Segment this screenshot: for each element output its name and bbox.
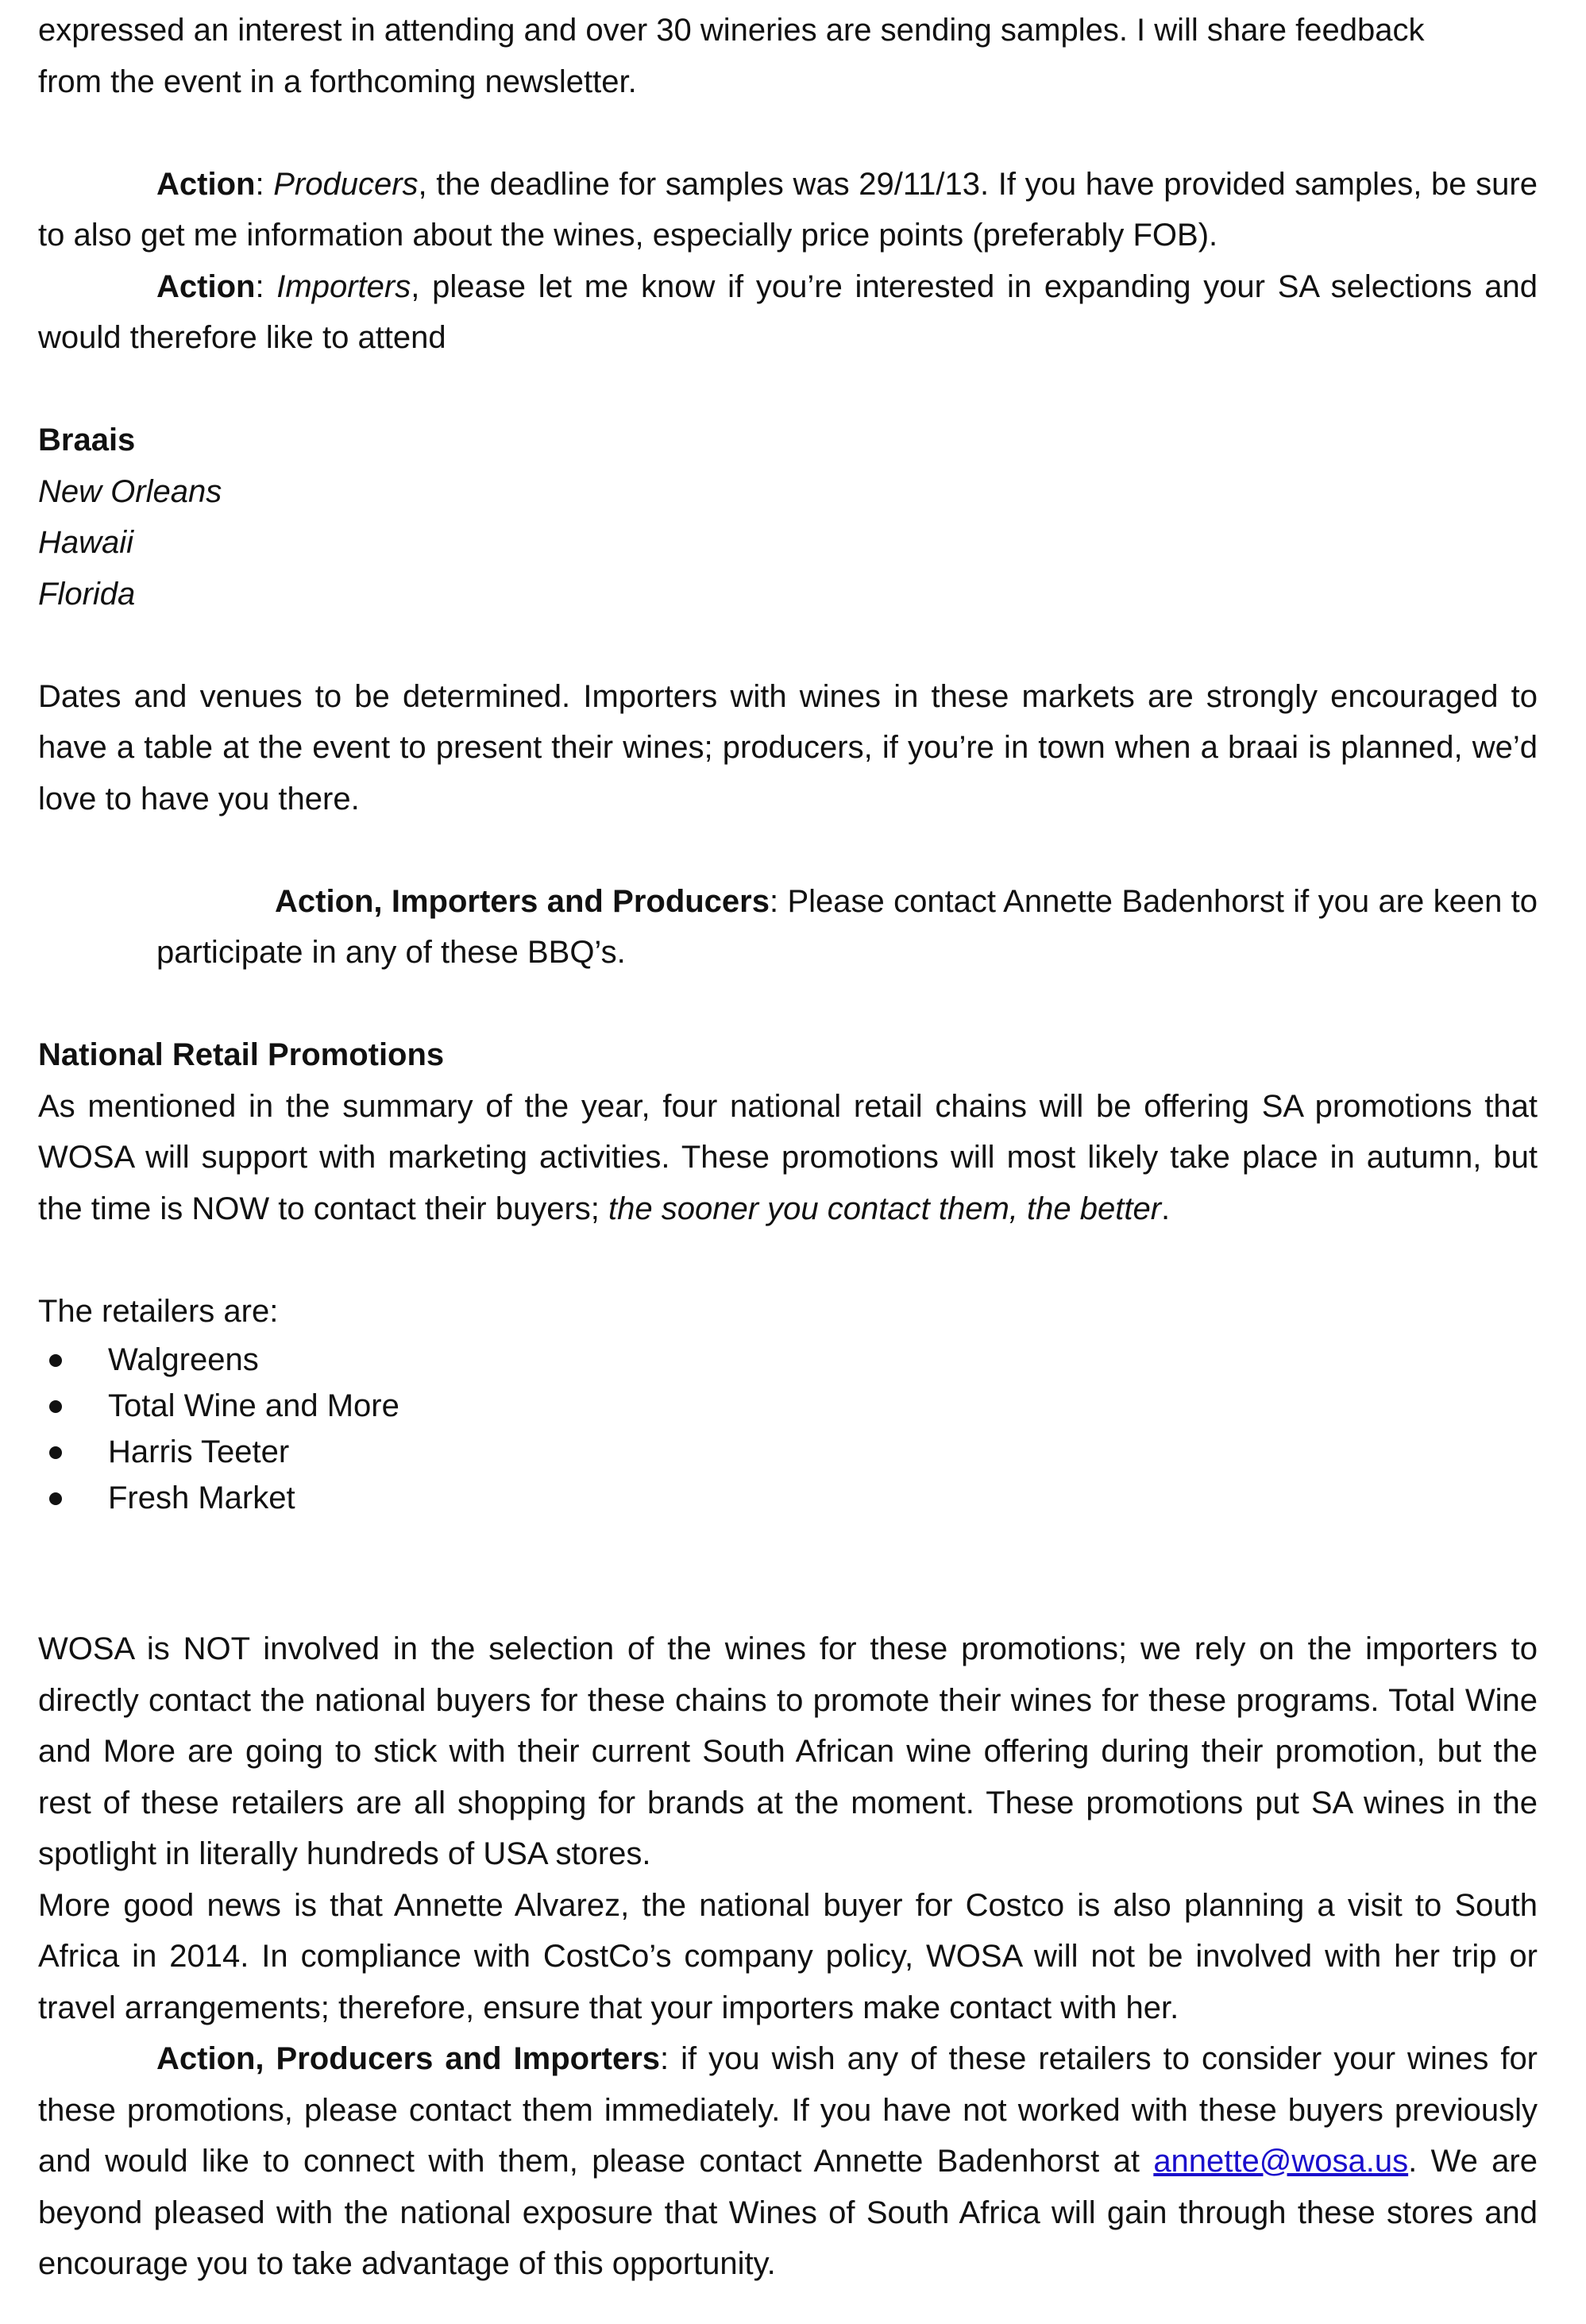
intro-paragraph	[38, 0, 1538, 107]
bullet-icon	[49, 1492, 62, 1505]
document-page	[38, 0, 1538, 2290]
spacer	[38, 979, 1538, 1030]
list-item: Harris Teeter	[38, 1429, 1538, 1475]
list-item: Fresh Market	[38, 1475, 1538, 1521]
bullet-icon	[49, 1354, 62, 1367]
action-subject: Producers	[273, 166, 419, 202]
action-label: Action	[156, 268, 256, 304]
action-importers-paragraph	[38, 261, 1538, 364]
action-text: , please let me know if you’re interested in expanding your SA selections and would therefore like to attend	[38, 268, 1538, 355]
costco-paragraph: More good news is that Annette Alvarez, the national buyer for Costco is also planning a visit to South Africa in 2014. In compliance with CostCo’s company policy, WOSA will not be involved with her trip or travel arrangements; therefore, ensure that your importers make contact with her.	[38, 1887, 1538, 2025]
braais-action-block	[38, 876, 1538, 979]
bullet-icon	[49, 1446, 62, 1459]
national-retail-emphasis: the sooner you contact them, the better	[608, 1191, 1162, 1226]
action-colon: :	[255, 268, 277, 304]
national-retail-heading: National Retail Promotions	[38, 1037, 445, 1072]
list-item: Walgreens	[38, 1337, 1538, 1383]
braais-location-hawaii: Hawaii	[38, 525, 134, 560]
braais-location-new-orleans: New Orleans	[38, 473, 222, 509]
braais-heading: Braais	[38, 423, 136, 457]
retail-action-end: . We are beyond pleased with the national exposure that Wines of South Africa will gain through these stores and encourage you to take advantage of this opportunity.	[38, 2144, 1538, 2281]
spacer	[38, 620, 1538, 671]
bullet-icon	[49, 1400, 62, 1413]
retail-action-paragraph	[38, 2033, 1538, 2290]
braais-location-florida: Florida	[38, 576, 136, 612]
braais-action-paragraph	[156, 876, 1538, 979]
wosa-involvement-paragraph: WOSA is NOT involved in the selection of the wines for these promotions; we rely on the importers to directly contact the national buyers for these chains to promote their wines for these programs. Total Wine and More are going to stick with their current South African wine offering during their promotion, but the rest of these retailers are all shopping for brands at the moment. These promotions put SA wines in the spotlight in literally hundreds of USA stores.	[38, 1631, 1538, 1871]
action-producers-paragraph	[38, 159, 1538, 261]
intro-line-1: expressed an interest in attending and over 30 wineries are sending samples. I will share feedback	[38, 13, 1425, 48]
braais-body-paragraph: Dates and venues to be determined. Importers with wines in these markets are strongly encouraged to have a table at the event to present their wines; producers, if you’re in town when a braai is planned, we’d love to have you there.	[38, 678, 1538, 816]
braais-action-label: Action, Importers and Producers	[275, 883, 770, 919]
action-text: , the deadline for samples was 29/11/13. If you have provided samples, be sure to also get me information about the wines, especially price points (preferably FOB).	[38, 166, 1538, 253]
spacer	[38, 1521, 1538, 1623]
retail-action-text: : if you wish any of these retailers to consider your wines for these promotions, please contact them immediately. If you have not worked with these buyers previously and would like to connect with them, please contact Annette Badenhorst at	[38, 2041, 1538, 2179]
intro-line-2: from the event in a forthcoming newsletter.	[38, 64, 637, 99]
spacer	[38, 107, 1538, 159]
spacer	[38, 364, 1538, 415]
national-retail-body: As mentioned in the summary of the year, four national retail chains will be offering SA promotions that WOSA will support with marketing activities. These promotions will most likely take place in autumn, but the time is NOW to contact their buyers; the sooner you contact them, the better.	[38, 1088, 1538, 1226]
spacer	[38, 1234, 1538, 1286]
retail-action-label: Action, Producers and Importers	[156, 2041, 661, 2076]
email-link[interactable]: annette@wosa.us	[1153, 2144, 1409, 2179]
retailers-list	[38, 1337, 1538, 1521]
retailers-intro: The retailers are:	[38, 1293, 279, 1329]
action-label: Action	[156, 166, 256, 202]
list-item: Total Wine and More	[38, 1383, 1538, 1429]
braais-action-text: : Please contact Annette Badenhorst if you are keen to participate in any of these BBQ’s.	[156, 883, 1538, 970]
spacer	[38, 824, 1538, 876]
action-subject: Importers	[276, 268, 411, 304]
action-colon: :	[255, 166, 274, 202]
